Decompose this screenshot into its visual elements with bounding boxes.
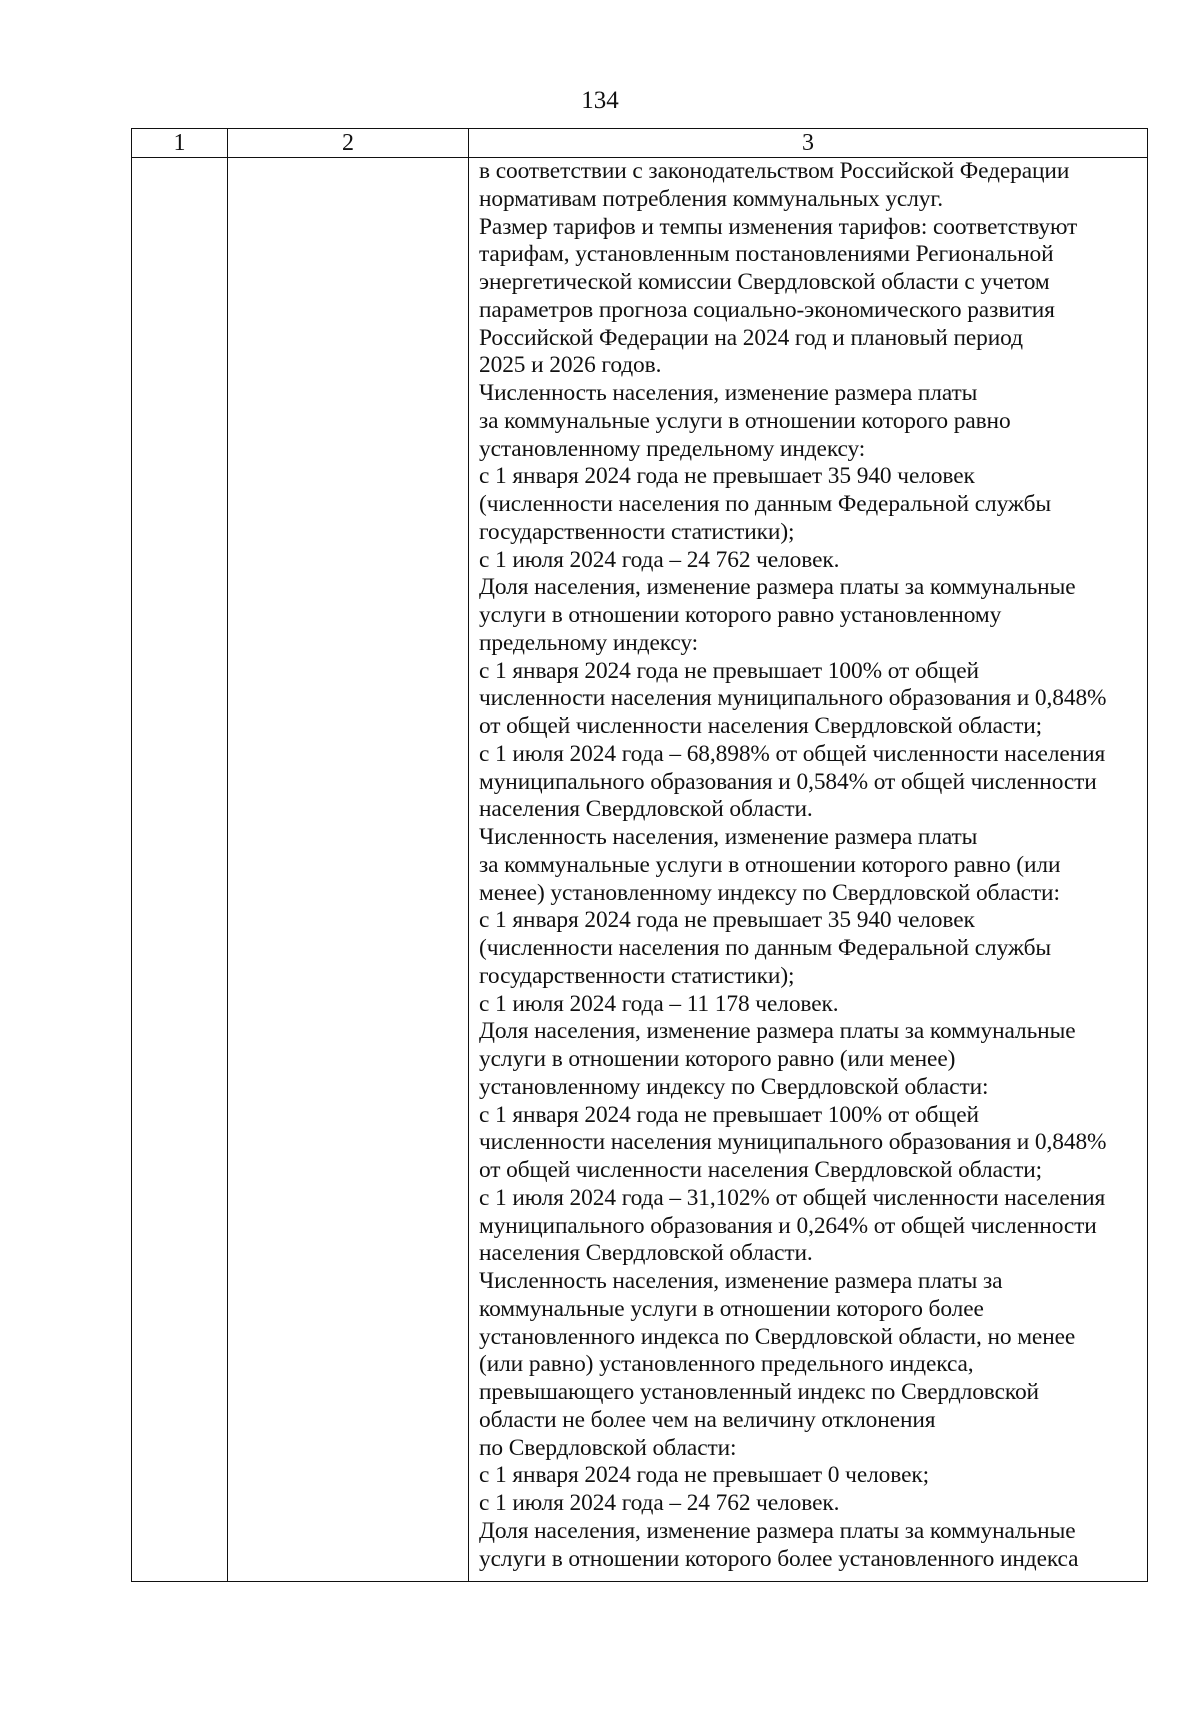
text-line: установленному предельному индексу: bbox=[479, 435, 866, 462]
text-line: превышающего установленный индекс по Свердловской bbox=[479, 1379, 1039, 1405]
table-row bbox=[132, 158, 1148, 1582]
text-line: установленного индекса по Свердловской области, но менее bbox=[479, 1323, 1076, 1350]
text-line: Доля населения, изменение размера платы за коммунальные bbox=[479, 1018, 1076, 1045]
text-line: области не более чем на величину отклонения bbox=[479, 1406, 936, 1433]
text-line: населения Свердловской области. bbox=[479, 1240, 813, 1267]
text-line: Доля населения, изменение размера платы за коммунальные bbox=[479, 574, 1076, 601]
text-line: установленному индексу по Свердловской области: bbox=[479, 1073, 989, 1100]
table-cell-column-2 bbox=[228, 158, 469, 1582]
text-line: услуги в отношении которого равно (или менее) bbox=[479, 1046, 956, 1072]
text-line: параметров прогноза социально-экономического развития bbox=[479, 296, 1055, 323]
text-line: по Свердловской области: bbox=[479, 1434, 737, 1461]
text-line: с 1 июля 2024 года – 68,898% от общей численности населения bbox=[479, 740, 1106, 767]
text-line: (или равно) установленного предельного индекса, bbox=[479, 1351, 974, 1378]
text-line: от общей численности населения Свердловской области; bbox=[479, 1157, 1043, 1183]
text-line: государственности статистики); bbox=[479, 518, 795, 545]
table-cell-column-1 bbox=[132, 158, 228, 1582]
page-number: 134 bbox=[581, 87, 619, 114]
text-line: нормативам потребления коммунальных услуг. bbox=[479, 185, 943, 212]
table-header-row bbox=[132, 129, 1148, 158]
text-line: Численность населения, изменение размера платы bbox=[479, 380, 978, 406]
text-line: за коммунальные услуги в отношении которого равно (или bbox=[479, 851, 1061, 878]
text-line: с 1 июля 2024 года – 24 762 человек. bbox=[479, 1490, 840, 1516]
text-line: с 1 июля 2024 года – 24 762 человек. bbox=[479, 546, 840, 573]
text-line: с 1 июля 2024 года – 11 178 человек. bbox=[479, 990, 839, 1017]
text-line: менее) установленному индексу по Свердловской области: bbox=[479, 879, 1060, 906]
text-line: с 1 января 2024 года не превышает 35 940 человек bbox=[479, 463, 975, 490]
text-line: с 1 января 2024 года не превышает 100% от общей bbox=[479, 1101, 979, 1128]
column-header-2: 2 bbox=[228, 129, 469, 158]
text-line: численности населения муниципального образования и 0,848% bbox=[479, 1129, 1107, 1156]
text-line: с 1 января 2024 года не превышает 100% от общей bbox=[479, 657, 979, 684]
text-line: с 1 июля 2024 года – 31,102% от общей численности населения bbox=[479, 1184, 1106, 1211]
table-cell-column-3 bbox=[469, 158, 1148, 1582]
text-line: коммунальные услуги в отношении которого более bbox=[479, 1295, 984, 1322]
text-line: в соответствии с законодательством Российской Федерации bbox=[479, 158, 1070, 184]
text-line: с 1 января 2024 года не превышает 0 человек; bbox=[479, 1462, 930, 1489]
text-line: Размер тарифов и темпы изменения тарифов: соответствуют bbox=[479, 213, 1078, 240]
text-line: Российской Федерации на 2024 год и плановый период bbox=[479, 324, 1023, 351]
text-line: с 1 января 2024 года не превышает 35 940 человек bbox=[479, 907, 975, 934]
text-line: услуги в отношении которого более установленного индекса bbox=[479, 1545, 1079, 1572]
text-line: численности населения муниципального образования и 0,848% bbox=[479, 685, 1107, 712]
text-line: (численности населения по данным Федеральной службы bbox=[479, 491, 1052, 517]
text-line: предельному индексу: bbox=[479, 629, 699, 656]
text-line: услуги в отношении которого равно установленному bbox=[479, 602, 1002, 628]
text-line: за коммунальные услуги в отношении которого равно bbox=[479, 407, 1011, 434]
text-line: (численности населения по данным Федеральной службы bbox=[479, 935, 1052, 961]
text-line: от общей численности населения Свердловской области; bbox=[479, 713, 1043, 739]
document-table bbox=[131, 128, 1148, 1582]
column-header-1: 1 bbox=[132, 129, 228, 158]
text-line: государственности статистики); bbox=[479, 962, 795, 989]
text-line: Доля населения, изменение размера платы за коммунальные bbox=[479, 1517, 1076, 1544]
text-line: тарифам, установленным постановлениями Региональной bbox=[479, 241, 1054, 268]
column-header-3: 3 bbox=[469, 129, 1148, 158]
text-line: населения Свердловской области. bbox=[479, 796, 813, 823]
text-line: муниципального образования и 0,584% от общей численности bbox=[479, 768, 1097, 795]
text-line: энергетической комиссии Свердловской области с учетом bbox=[479, 269, 1050, 295]
text-line: Численность населения, изменение размера платы за bbox=[479, 1268, 1003, 1294]
text-line: 2025 и 2026 годов. bbox=[479, 352, 662, 379]
text-line: муниципального образования и 0,264% от общей численности bbox=[479, 1212, 1097, 1239]
text-line: Численность населения, изменение размера платы bbox=[479, 824, 978, 850]
